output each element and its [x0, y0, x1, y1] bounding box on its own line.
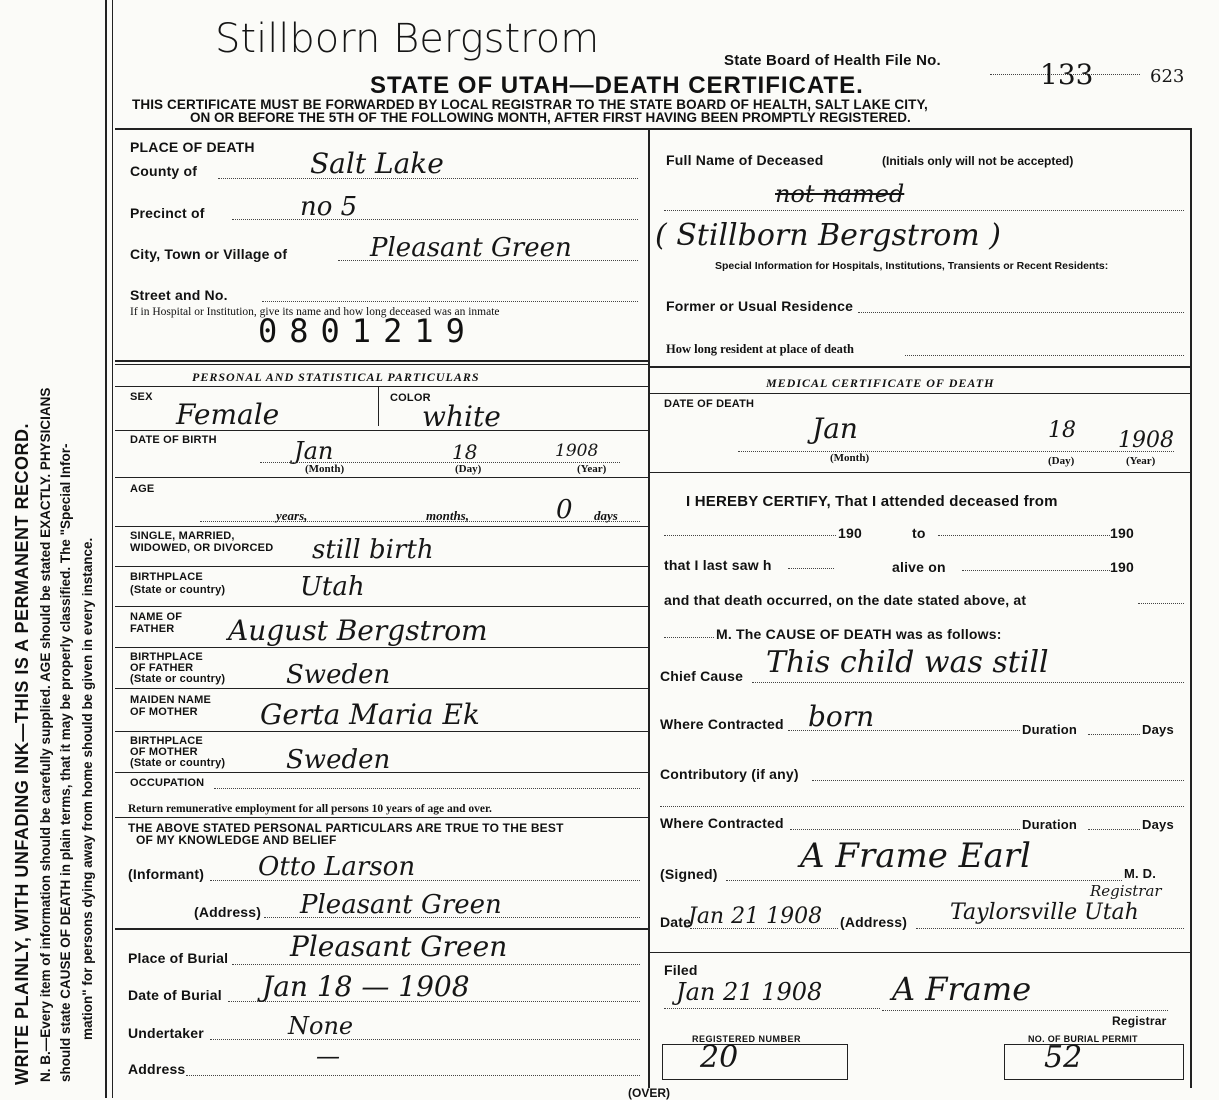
age-line: [200, 521, 640, 522]
certify-from-line: [664, 535, 836, 536]
place-of-death-heading: PLACE OF DEATH: [130, 139, 255, 155]
signed-md: M. D.: [1124, 866, 1157, 881]
certify-from-190: 190: [838, 525, 862, 541]
precinct-value: no 5: [300, 192, 358, 222]
informant-label: (Informant): [128, 866, 205, 882]
personal-heading-rule: [115, 386, 648, 387]
precinct-line: [232, 219, 638, 220]
signed-value: A Frame Earl: [800, 836, 1031, 876]
death-year: 1908: [1118, 428, 1174, 453]
stamp-number: 0801219: [258, 312, 477, 350]
undertaker-address-label: Address: [128, 1061, 186, 1077]
certificate-title: STATE OF UTAH—DEATH CERTIFICATE.: [370, 72, 864, 99]
contributory-label: Contributory (if any): [660, 766, 799, 782]
father-label-2: FATHER: [130, 623, 175, 635]
burial-permit-value: 52: [1044, 1040, 1083, 1075]
informant-address-value: Pleasant Green: [300, 890, 502, 920]
contributory-line: [812, 780, 1184, 781]
row-rule-3: [115, 526, 648, 527]
last-saw-line: [788, 568, 834, 569]
occupation-note: Return remunerative employment for all persons 10 years of age and over.: [128, 803, 492, 815]
occupation-line: [214, 788, 640, 789]
date-signed-line: [690, 928, 838, 929]
notice-line-2: ON OR BEFORE THE 5TH OF THE FOLLOWING MONTH, AFTER FIRST HAVING BEEN PROMPTLY REGISTERED.: [190, 110, 911, 125]
duration-2-days: Days: [1142, 817, 1174, 832]
full-name-note: (Initials only will not be accepted): [882, 154, 1074, 168]
burial-permit-box: [1004, 1044, 1184, 1080]
age-days-value: 0: [556, 495, 573, 525]
county-value: Salt Lake: [310, 147, 444, 180]
mother-bp-label-3: (State or country): [130, 757, 226, 769]
duration-2-line: [1088, 829, 1140, 830]
informant-value: Otto Larson: [258, 852, 416, 882]
duration-days: Days: [1142, 722, 1174, 737]
dob-year: 1908: [555, 441, 599, 461]
death-month: Jan: [812, 412, 858, 445]
where-contracted-2-label: Where Contracted: [660, 815, 784, 831]
father-bp-label-3: (State or country): [130, 673, 226, 685]
marital-label-1: SINGLE, MARRIED,: [130, 530, 235, 542]
dob-day: 18: [452, 440, 478, 464]
duration-line: [1088, 734, 1140, 735]
registrar-annotation: Registrar: [1090, 882, 1162, 900]
chief-cause-label: Chief Cause: [660, 668, 744, 684]
section-rule-left: [115, 360, 648, 362]
reg-number-value: 20: [700, 1040, 739, 1075]
notice-line-1: THIS CERTIFICATE MUST BE FORWARDED BY LOCAL REGISTRAR TO THE STATE BOARD OF HEALTH, SALT LAKE CITY,: [132, 97, 928, 112]
registrar-label: Registrar: [1112, 1014, 1167, 1028]
occurred-line: [1138, 603, 1184, 604]
father-label-1: NAME OF: [130, 611, 183, 623]
header-name: Stillborn Bergstrom: [215, 16, 600, 62]
death-month-caption: (Month): [830, 452, 870, 464]
row-rule-6: [115, 647, 648, 648]
undertaker-address-value: —: [316, 1042, 340, 1070]
margin-note-1: N. B.—Every item of information should be carefully supplied. AGE should be stated EXACTLY. PHYSICIANS: [38, 387, 53, 1082]
signed-label: (Signed): [660, 866, 718, 882]
row-rule-10: [115, 817, 648, 818]
death-year-caption: (Year): [1126, 455, 1156, 467]
medical-heading-rule: [648, 393, 1190, 394]
duration-label: Duration: [1022, 722, 1078, 737]
medical-rule-filed: [648, 952, 1190, 953]
burial-permit-label: NO. OF BURIAL PERMIT: [1028, 1034, 1138, 1044]
father-bp-label-1: BIRTHPLACE: [130, 651, 203, 663]
row-rule-9: [115, 772, 648, 773]
burial-date-value: Jan 18 — 1908: [262, 970, 470, 1003]
age-days-label: days: [594, 508, 618, 523]
section-rule-left-b: [115, 364, 648, 365]
full-name-line: [664, 210, 1184, 211]
death-date-label: DATE OF DEATH: [664, 398, 755, 410]
certify-to-line: [938, 535, 1110, 536]
margin-warning: WRITE PLAINLY, WITH UNFADING INK—THIS IS A PERMANENT RECORD.: [12, 422, 32, 1085]
date-signed-value: Jan 21 1908: [688, 904, 823, 929]
city-value: Pleasant Green: [370, 233, 572, 263]
special-info: Special Information for Hospitals, Institutions, Transients or Recent Residents:: [715, 260, 1109, 272]
margin-divider-2: [112, 0, 113, 1098]
reg-number-label: REGISTERED NUMBER: [692, 1034, 802, 1044]
street-line: [262, 301, 638, 302]
occurred-text: and that death occurred, on the date stated above, at: [664, 592, 1027, 608]
undertaker-label: Undertaker: [128, 1025, 204, 1041]
alive-on-190: 190: [1110, 559, 1134, 575]
where-contracted-label: Where Contracted: [660, 716, 784, 732]
full-name-struck: not named: [775, 180, 905, 208]
undertaker-address-line: [186, 1075, 640, 1076]
burial-place-label: Place of Burial: [128, 950, 229, 966]
mother-label-1: MAIDEN NAME: [130, 694, 212, 706]
burial-place-value: Pleasant Green: [290, 930, 508, 963]
cause-intro: M. The CAUSE OF DEATH was as follows:: [716, 626, 1002, 642]
where-contracted-2-line: [790, 829, 1020, 830]
personal-heading: PERSONAL AND STATISTICAL PARTICULARS: [192, 370, 480, 384]
section-rule-right: [648, 366, 1190, 368]
burial-place-line: [232, 964, 640, 965]
filed-line: [664, 1008, 880, 1009]
undertaker-value: None: [288, 1012, 354, 1040]
header-rule: [115, 128, 1190, 130]
medical-heading: MEDICAL CERTIFICATE OF DEATH: [766, 376, 995, 390]
sig-address-value: Taylorsville Utah: [950, 900, 1139, 925]
center-divider: [648, 128, 650, 1088]
filed-value: Jan 21 1908: [676, 978, 823, 1006]
city-label: City, Town or Village of: [130, 246, 288, 262]
signed-line: [726, 880, 1122, 881]
marital-value: still birth: [312, 535, 434, 565]
chief-cause-line: [752, 682, 1184, 683]
sex-color-divider: [378, 386, 379, 426]
marital-label-2: WIDOWED, OR DIVORCED: [130, 542, 274, 554]
file-no-label: State Board of Health File No.: [724, 52, 941, 69]
last-saw-label: that I last saw h: [664, 557, 772, 573]
row-rule-8: [115, 731, 648, 732]
death-day: 18: [1048, 418, 1076, 443]
hour-line: [664, 637, 714, 638]
birthplace-label-2: (State or country): [130, 584, 226, 596]
alive-on-label: alive on: [892, 559, 946, 575]
street-label: Street and No.: [130, 287, 228, 303]
dob-month: Jan: [294, 437, 334, 465]
mother-bp-value: Sweden: [286, 745, 391, 775]
attest-line-2: OF MY KNOWLEDGE AND BELIEF: [136, 833, 337, 847]
residence-line: [858, 312, 1184, 313]
color-value: white: [422, 400, 501, 433]
full-name-value: ( Stillborn Bergstrom ): [655, 218, 1001, 253]
dob-day-caption: (Day): [455, 463, 482, 475]
father-bp-label-2: OF FATHER: [130, 662, 194, 674]
row-rule-1: [115, 430, 648, 431]
death-date-line: [738, 451, 1174, 452]
resident-label: How long resident at place of death: [666, 342, 854, 356]
mother-label-2: OF MOTHER: [130, 706, 198, 718]
death-day-caption: (Day): [1048, 455, 1075, 467]
file-no-suffix: 623: [1150, 66, 1185, 87]
row-rule-7: [115, 688, 648, 689]
resident-line: [905, 355, 1184, 356]
mother-bp-label-2: OF MOTHER: [130, 746, 198, 758]
father-bp-value: Sweden: [286, 660, 391, 690]
undertaker-line: [210, 1039, 640, 1040]
age-years-label: years,: [276, 508, 308, 523]
filed-label: Filed: [664, 962, 698, 978]
mother-value: Gerta Maria Ek: [260, 698, 480, 731]
dob-label: DATE OF BIRTH: [130, 434, 217, 446]
age-months-label: months,: [426, 508, 469, 523]
father-value: August Bergstrom: [228, 614, 488, 647]
residence-label: Former or Usual Residence: [666, 298, 854, 314]
margin-divider: [105, 0, 107, 1098]
duration-2-label: Duration: [1022, 817, 1078, 832]
informant-address-label: (Address): [194, 904, 262, 920]
right-border: [1190, 128, 1192, 1088]
mother-bp-label-1: BIRTHPLACE: [130, 735, 203, 747]
row-rule-4: [115, 566, 648, 567]
age-label: AGE: [130, 483, 155, 495]
alive-on-line: [962, 570, 1110, 571]
sig-address-label: (Address): [840, 914, 908, 930]
certify-text: I HEREBY CERTIFY, That I attended deceased from: [686, 493, 1058, 510]
color-label: COLOR: [390, 392, 431, 404]
occupation-label: OCCUPATION: [130, 777, 205, 789]
row-rule-2: [115, 477, 648, 478]
sex-value: Female: [176, 398, 280, 431]
registrar-line: [882, 1010, 1168, 1011]
registrar-signature: A Frame: [892, 970, 1032, 1008]
medical-rule-1: [648, 472, 1190, 473]
dob-month-caption: (Month): [305, 463, 345, 475]
sex-label: SEX: [130, 391, 153, 403]
sig-address-line: [916, 928, 1184, 929]
certify-to-190: 190: [1110, 525, 1134, 541]
birthplace-value: Utah: [300, 572, 365, 602]
row-rule-5: [115, 606, 648, 607]
over-label: (OVER): [628, 1086, 670, 1100]
attest-line-1: THE ABOVE STATED PERSONAL PARTICULARS ARE TRUE TO THE BEST: [128, 821, 564, 835]
reg-number-box: [662, 1044, 848, 1080]
contributory-line-2: [660, 806, 1184, 807]
margin-note-2: should state CAUSE OF DEATH in plain terms, that it may be properly classified. The "Special Infor-: [58, 443, 73, 1082]
file-no-value: 133: [1040, 58, 1094, 91]
certify-to: to: [912, 525, 926, 541]
county-label: County of: [130, 163, 198, 179]
precinct-label: Precinct of: [130, 205, 205, 221]
burial-date-label: Date of Burial: [128, 987, 222, 1003]
dob-year-caption: (Year): [577, 463, 607, 475]
birthplace-label-1: BIRTHPLACE: [130, 571, 203, 583]
where-contracted-value: born: [808, 700, 875, 733]
hospital-note: If in Hospital or Institution, give its name and how long deceased was an inmate: [130, 306, 500, 318]
chief-cause-value: This child was still: [766, 645, 1049, 680]
margin-note-3: mation" for persons dying away from home should be given in every instance.: [80, 537, 95, 1040]
date-signed-label: Date: [660, 914, 692, 930]
full-name-label: Full Name of Deceased: [666, 152, 824, 168]
